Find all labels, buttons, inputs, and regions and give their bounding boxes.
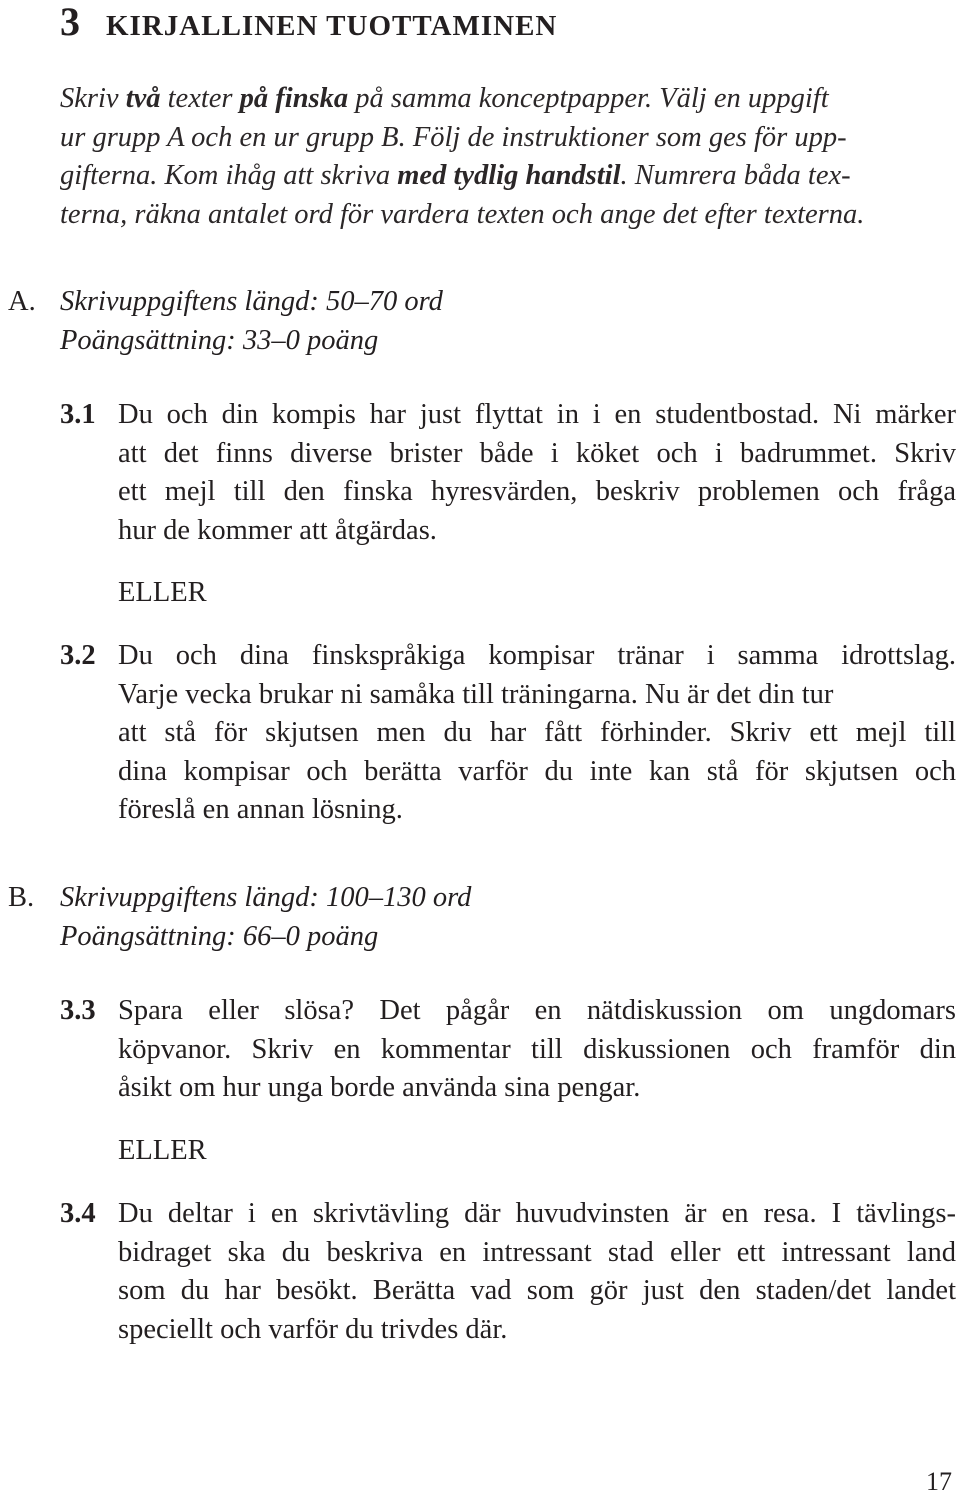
instructions-line-4: terna, räkna antalet ord för vardera texten och ange det efter texterna. — [60, 198, 865, 230]
task-number: 3.2 — [60, 640, 96, 671]
instructions-line-2: ur grupp A och en ur grupp B. Följ de instruktioner som ges för upp- — [60, 121, 847, 153]
task-number: 3.1 — [60, 399, 96, 430]
task-line: att det finns diverse brister både i köket och i badrummet. Skriv — [118, 437, 956, 469]
instructions-line-3: gifterna. Kom ihåg att skriva med tydlig handstil. Numrera båda tex- — [60, 160, 851, 191]
page-number: 17 — [926, 1467, 952, 1496]
instructions-paragraph — [60, 80, 960, 234]
task-number: 3.3 — [60, 995, 96, 1026]
group-b-points: Poängsättning: 66–0 poäng — [60, 920, 379, 952]
task-number: 3.4 — [60, 1198, 96, 1229]
task-line: speciellt och varför du trivdes där. — [118, 1313, 508, 1345]
or-separator-1: ELLER — [118, 577, 207, 608]
group-a-length: Skrivuppgiftens längd: 50–70 ord — [60, 286, 443, 317]
task-line: Du och dina finskspråkiga kompisar tränar i samma idrottslag. — [118, 640, 956, 671]
task-line: Du deltar i en skrivtävling där huvudvinsten är en resa. I tävlings- — [118, 1198, 956, 1229]
task-line: Varje vecka brukar ni samåka till träningarna. Nu är det din tur — [118, 678, 834, 710]
task-line: bidraget ska du beskriva en intressant stad eller ett intressant land — [118, 1236, 956, 1268]
chapter-heading — [60, 0, 557, 50]
task-line: åsikt om hur unga borde använda sina pengar. — [118, 1072, 641, 1103]
task-line: Du och din kompis har just flyttat in i en studentbostad. Ni märker — [118, 399, 956, 430]
task-line: att stå för skjutsen men du har fått förhinder. Skriv ett mejl till — [118, 717, 956, 748]
task-line: föreslå en annan lösning. — [118, 794, 403, 825]
chapter-title: KIRJALLINEN TUOTTAMINEN — [106, 10, 558, 42]
task-line: Spara eller slösa? Det pågår en nätdiskussion om ungdomars — [118, 995, 956, 1026]
or-separator-2: ELLER — [118, 1135, 207, 1166]
task-line: köpvanor. Skriv en kommentar till diskussionen och framför din — [118, 1033, 956, 1065]
task-line: hur de kommer att åtgärdas. — [118, 514, 437, 546]
task-line: som du har besökt. Berätta vad som gör just den staden/det landet — [118, 1275, 956, 1306]
group-a-points: Poängsättning: 33–0 poäng — [60, 324, 379, 356]
group-b-length: Skrivuppgiftens längd: 100–130 ord — [60, 882, 472, 913]
task-line: ett mejl till den finska hyresvärden, beskriv problemen och fråga — [118, 476, 956, 507]
instructions-line-1: Skriv två texter på finska på samma konceptpapper. Välj en uppgift — [60, 83, 829, 114]
group-a-letter: A. — [8, 286, 36, 317]
chapter-number: 3 — [60, 0, 80, 44]
task-line: dina kompisar och berätta varför du inte kan stå för skjutsen och — [118, 755, 956, 787]
group-b-letter: B. — [8, 882, 35, 913]
